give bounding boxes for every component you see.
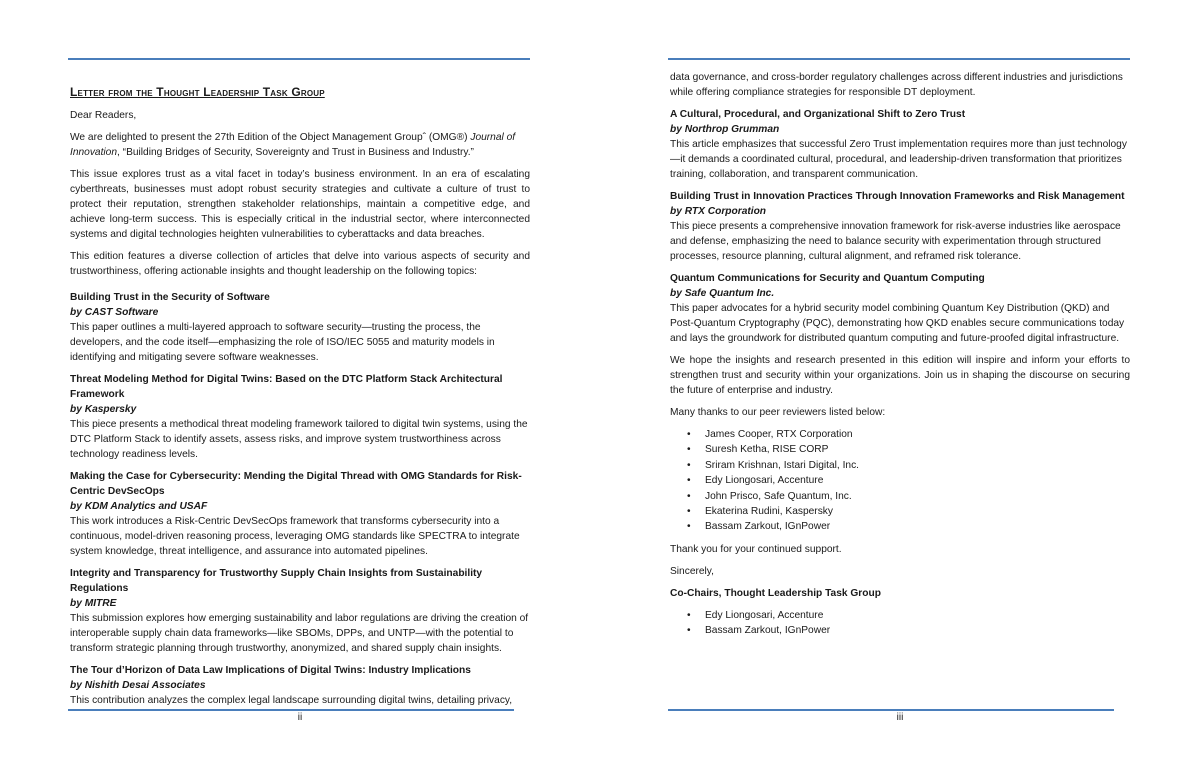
top-rule [68, 58, 530, 60]
top-rule [668, 58, 1130, 60]
page-number: ii [297, 712, 303, 723]
article-item [70, 290, 530, 365]
thanks-intro: Many thanks to our peer reviewers listed below: [670, 407, 886, 418]
article-title: Quantum Communications for Security and Quantum Computing [670, 273, 985, 284]
reviewer-item: • John Prisco, Safe Quantum, Inc. [705, 489, 1130, 504]
article-author: by Kaspersky [70, 404, 137, 415]
page-number: iii [896, 712, 904, 723]
trust-paragraph: This issue explores trust as a vital facet in today’s business environment. In an era of escalating cyberthreats, businesses must adopt robust security strategies and cultivate a culture of trust to protect their reputation, strengthen stakeholder relationships, maintain a competitive edge, and achieve long-term success. This is especially critical in the industrial sector, where interconnected systems and digital technologies heighten vulnerabilities to cyberattacks and data breaches. [70, 169, 530, 240]
cochairs-heading: Co-Chairs, Thought Leadership Task Group [670, 587, 881, 599]
article-item [70, 663, 530, 708]
cochair-item: • Edy Liongosari, Accenture [705, 608, 1130, 623]
article-author: by KDM Analytics and USAF [70, 501, 208, 512]
cochairs-list [670, 608, 1130, 639]
article-item [670, 189, 1130, 264]
article-author: by Safe Quantum Inc. [670, 288, 775, 299]
thank-you-line: Thank you for your continued support. [670, 543, 842, 555]
greeting: Dear Readers, [70, 110, 137, 121]
article-item [670, 107, 1130, 182]
article-description: This work introduces a Risk-Centric DevSecOps framework that transforms cybersecurity into a continuous, model-driven reasoning process, leveraging OMG standards like SPECTRA to integrate system knowledge, threat intelligence, and assurance into automated pipelines. [70, 516, 520, 557]
letter-title: Letter from the Thought Leadership Task Group [70, 85, 325, 99]
article-title: The Tour d’Horizon of Data Law Implications of Digital Twins: Industry Implications [70, 665, 471, 676]
cochair-item: • Bassam Zarkout, IGnPower [705, 623, 1130, 638]
journal-name: Journal of Innovation [70, 132, 516, 158]
intro-text: We are delighted to present the 27th Edition of the Object Management Group [70, 132, 423, 143]
article-description: This paper outlines a multi-layered approach to software security—trusting the process, the developers, and the code itself—emphasizing the role of ISO/IEC 5055 and maturity models in identifying and mitigating severe software weaknesses. [70, 322, 495, 363]
article-description: This contribution analyzes the complex legal landscape surrounding digital twins, detailing privacy, [70, 695, 513, 706]
article-author: by Nishith Desai Associates [70, 680, 206, 691]
continuation-text: data governance, and cross-border regulatory challenges across different industries and jurisdictions while offering compliance strategies for responsible DT deployment. [670, 72, 1123, 98]
bottom-rule [68, 709, 514, 711]
article-author: by MITRE [70, 598, 117, 609]
article-description: This piece presents a methodical threat modeling framework tailored to digital twin systems, using the DTC Platform Stack to identify assets, assess risks, and improve system trustworthiness across technology readiness levels. [70, 419, 528, 460]
reviewer-item: • Suresh Ketha, RISE CORP [705, 442, 1130, 457]
article-description: This article emphasizes that successful Zero Trust implementation requires more than just technology—it demands a coordinated cultural, procedural, and leadership-driven transformation that prioritizes training, collaboration, and transparent communication. [670, 139, 1127, 180]
article-item [70, 566, 530, 656]
reviewer-item: • Bassam Zarkout, IGnPower [705, 519, 1130, 534]
article-item [70, 372, 530, 462]
intro-title: , “Building Bridges of Security, Sovereignty and Trust in Business and Industry.” [117, 147, 474, 158]
article-author: by Northrop Grumman [670, 124, 780, 135]
article-description: This piece presents a comprehensive innovation framework for risk-averse industries like aerospace and defense, emphasizing the need to balance security with experimentation through structured processes, resource planning, cultural alignment, and reframed risk tolerance. [670, 221, 1121, 262]
article-title: Threat Modeling Method for Digital Twins: Based on the DTC Platform Stack Architectural Framework [70, 374, 503, 400]
article-description: This paper advocates for a hybrid security model combining Quantum Key Distribution (QKD) and Post-Quantum Cryptography (PQC), demonstrating how QKD enables secure communications today and lays the groundwork for distributed quantum computing and future-proofed digital infrastructure. [670, 303, 1125, 344]
article-title: A Cultural, Procedural, and Organizational Shift to Zero Trust [670, 109, 966, 120]
article-title: Building Trust in the Security of Software [70, 292, 270, 303]
reviewer-item: • Edy Liongosari, Accenture [705, 473, 1130, 488]
left-page-content [70, 84, 530, 715]
intro-paragraph [70, 130, 530, 160]
reviewer-item: • James Cooper, RTX Corporation [705, 427, 1130, 442]
article-item [70, 469, 530, 559]
article-author: by RTX Corporation [670, 206, 767, 217]
edition-paragraph: This edition features a diverse collection of articles that delve into various aspects of security and trustworthiness, offering actionable insights and thought leadership on the following topics: [70, 251, 530, 277]
reviewer-item: • Ekaterina Rudini, Kaspersky [705, 504, 1130, 519]
right-page [600, 0, 1200, 776]
right-page-content [670, 70, 1130, 646]
intro-mark: ˆ (OMG®) [422, 132, 468, 143]
article-description: This submission explores how emerging sustainability and labor regulations are driving the creation of interoperable supply chain data frameworks—like SBOMs, DPPs, and UNTP—with the potential to transform strategic planning through trustworthy, anonymized, and shared supply chain insights. [70, 613, 529, 654]
reviewer-item: • Sriram Krishnan, Istari Digital, Inc. [705, 458, 1130, 473]
sincerely-line: Sincerely, [670, 565, 714, 577]
reviewers-list [670, 427, 1130, 535]
hope-paragraph: We hope the insights and research presented in this edition will inspire and inform your efforts to strengthen trust and security within your organizations. Join us in shaping the discourse on securing the future of enterprise and industry. [670, 355, 1130, 396]
article-title: Making the Case for Cybersecurity: Mending the Digital Thread with OMG Standards for Risk-Centric DevSecOps [70, 471, 522, 497]
article-title: Building Trust in Innovation Practices Through Innovation Frameworks and Risk Management [670, 191, 1125, 202]
article-item [670, 271, 1130, 346]
article-title: Integrity and Transparency for Trustworthy Supply Chain Insights from Sustainability Regulations [70, 568, 483, 594]
article-author: by CAST Software [70, 307, 159, 318]
bottom-rule [668, 709, 1114, 711]
